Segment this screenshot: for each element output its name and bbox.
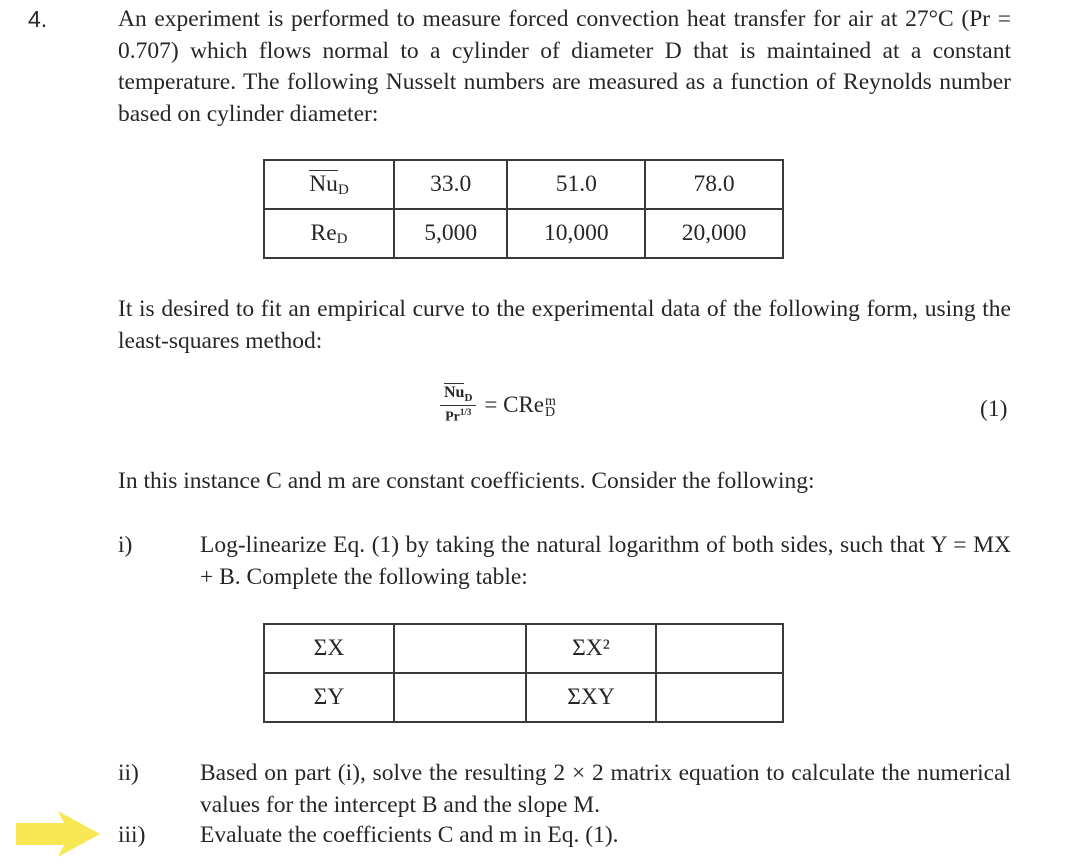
item-label: i) <box>118 532 133 558</box>
sum-x-label: ΣX <box>264 624 394 673</box>
item-text: Based on part (i), solve the resulting 2 × 2 matrix equation to calculate the numerical values for the intercept B and the slope M. <box>200 760 1011 818</box>
fit-description: It is desired to fit an empirical curve to the experimental data of the following form, using the least-squares method: <box>118 296 1011 354</box>
item-label: ii) <box>118 760 139 786</box>
re-subscript: D <box>336 230 348 247</box>
sum-x2-value-cell[interactable] <box>656 624 783 673</box>
table-row <box>264 624 783 673</box>
equation-fraction <box>440 384 476 426</box>
sum-x2-label: ΣX² <box>526 624 656 673</box>
table-cell: 5,000 <box>394 209 507 258</box>
reynolds-header <box>264 209 394 258</box>
table-cell: 20,000 <box>645 209 783 258</box>
arrow-icon <box>12 808 104 860</box>
equation-denominator: $Pr^{1/3}$ <box>445 407 472 425</box>
equation-number: (1) <box>980 396 1008 422</box>
nu-subscript: D <box>337 182 349 198</box>
nusselt-row <box>264 160 783 209</box>
table-cell: 78.0 <box>645 160 783 209</box>
question-number: 4. <box>28 6 48 32</box>
nusselt-header <box>264 160 394 209</box>
reynolds-row <box>264 209 783 258</box>
item-text: Evaluate the coefficients C and m in Eq. (1). <box>200 822 619 848</box>
table-row <box>264 673 783 722</box>
nu-label: Nu <box>309 171 338 197</box>
equation-numerator: $Nu_D$ <box>440 384 476 406</box>
table-cell: 51.0 <box>507 160 645 209</box>
sum-xy-label: ΣXY <box>526 673 656 722</box>
instance-text: In this instance C and m are constant coefficients. Consider the following: <box>118 468 815 494</box>
sum-y-label: ΣY <box>264 673 394 722</box>
item-label: iii) <box>118 822 146 848</box>
equation-rhs: = CRe m D <box>484 391 556 420</box>
sums-table <box>263 623 784 723</box>
table-cell: 10,000 <box>507 209 645 258</box>
sum-y-value-cell[interactable] <box>394 673 526 722</box>
sum-x-value-cell[interactable] <box>394 624 526 673</box>
measurement-table <box>263 159 784 259</box>
sum-xy-value-cell[interactable] <box>656 673 783 722</box>
table-cell: 33.0 <box>394 160 507 209</box>
problem-intro: An experiment is performed to measure forced convection heat transfer for air at 27°C (Pr = 0.707) which flows normal to a cylinder of diameter D that is maintained at a constant temperature. The following Nusselt numbers are measured as a function of Reynolds number based on cylinder diameter: <box>118 6 1011 127</box>
equation-1 <box>440 384 556 426</box>
re-label: Re <box>310 219 337 246</box>
item-text: Log-linearize Eq. (1) by taking the natural logarithm of both sides, such that Y = MX + B. Complete the following table: <box>200 532 1011 590</box>
